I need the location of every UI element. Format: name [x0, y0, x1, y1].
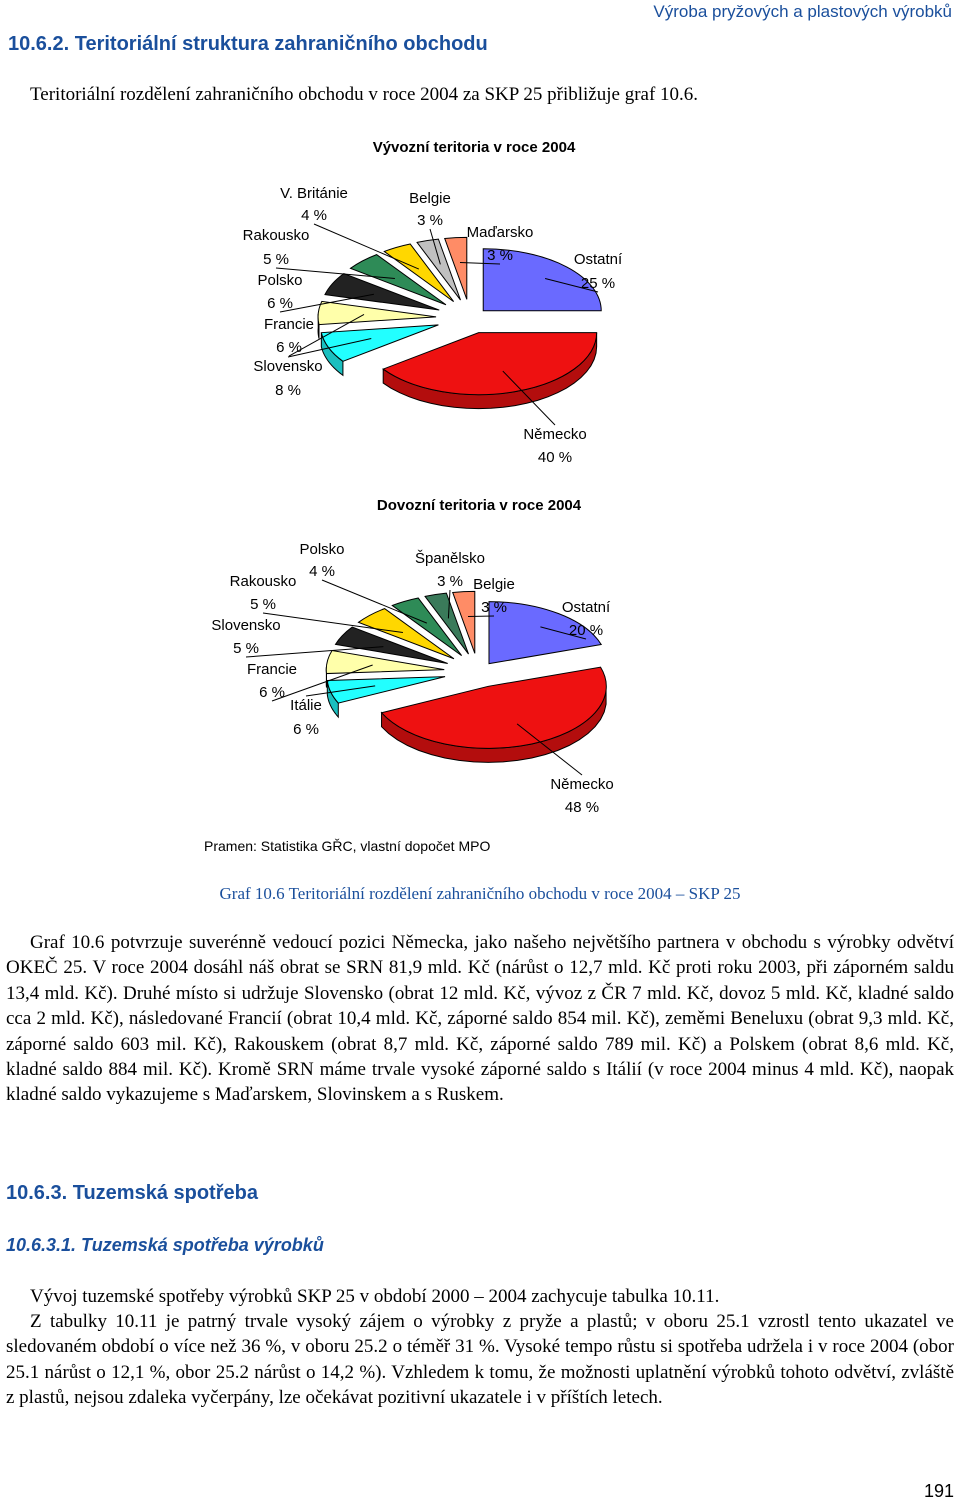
import-pie	[326, 591, 606, 762]
slice-value-madarsko: 3 %	[487, 247, 513, 264]
slice-label-belgie: Belgie	[473, 576, 515, 593]
slice-label-slovensko: Slovensko	[253, 358, 323, 375]
slice-label-madarsko: Maďarsko	[466, 224, 534, 241]
slice-label-ostatni: Ostatní	[573, 251, 623, 268]
slice-label-nemecko: Německo	[550, 776, 614, 793]
slice-value-nemecko: 40 %	[537, 449, 573, 466]
slice-value-nemecko: 48 %	[564, 799, 600, 816]
slice-value-slovensko: 8 %	[275, 382, 301, 399]
slice-label-francie: Francie	[246, 661, 298, 678]
slice-label-rakousko: Rakousko	[242, 227, 310, 244]
section-title: 10.6.2. Teritoriální struktura zahraničního obchodu	[8, 33, 488, 55]
running-title: Výroba pryžových a plastových výrobků	[653, 2, 952, 21]
slice-value-polsko: 6 %	[267, 295, 293, 312]
slice-value-polsko: 4 %	[309, 563, 335, 580]
slice-label-polsko: Polsko	[299, 541, 345, 558]
export-chart-title: Vývozní teritoria v roce 2004	[372, 139, 576, 156]
pie-slice-nemecko	[383, 333, 596, 409]
slice-value-francie: 6 %	[259, 684, 285, 701]
slice-label-spanelsko: Španělsko	[414, 550, 486, 567]
slice-label-belgie: Belgie	[409, 190, 451, 207]
slice-label-rakousko: Rakousko	[229, 573, 297, 590]
slice-value-spanelsko: 3 %	[437, 573, 463, 590]
slice-value-belgie: 3 %	[481, 599, 507, 616]
slice-label-nemecko: Německo	[523, 426, 587, 443]
slice-value-italie: 6 %	[293, 721, 319, 738]
page-number: 191	[923, 1481, 954, 1501]
slice-value-slovensko: 5 %	[233, 640, 259, 657]
slice-value-ostatni: 25 %	[580, 275, 616, 292]
chart-source: Pramen: Statistika GŘC, vlastní dopočet MPO	[204, 838, 491, 854]
slice-label-polsko: Polsko	[257, 272, 303, 289]
body-paragraph-2: Vývoj tuzemské spotřeby výrobků SKP 25 v období 2000 – 2004 zachycuje tabulka 10.11.	[30, 1286, 720, 1307]
slice-value-francie: 6 %	[276, 339, 302, 356]
slice-label-italie: Itálie	[290, 697, 322, 714]
export-pie	[318, 237, 601, 408]
subsubsection-heading: 10.6.3.1. Tuzemská spotřeba výrobků	[6, 1235, 324, 1255]
subsection-heading: 10.6.3. Tuzemská spotřeba	[6, 1182, 258, 1204]
slice-label-slovensko: Slovensko	[211, 617, 281, 634]
body-paragraph: Graf 10.6 potvrzuje suverénně vedoucí pozici Německa, jako našeho největšího partnera v obchodu s výrobky odvětví OKEČ 25. V roce 2004 dosáhl náš obrat se SRN 81,9 mld. Kč (nárůst o 12,7 mld. Kč proti roku 2003, při záporném saldu 13,4 mld. Kč). Druhé místo si udržuje Slovensko (obrat 12 mld. Kč, vývoz z ČR 7 mld. Kč, dovoz 5 mld. Kč, kladné saldo cca 2 mld. Kč), následované Francií (obrat 10,4 mld. Kč, záporné saldo 854 mil. Kč), zeměmi Beneluxu (obrat 9,3 mld. Kč, záporné saldo 603 mil. Kč), Rakouskem (obrat 8,7 mld. Kč, záporné saldo 789 mil. Kč) a Polskem (obrat 8,6 mld. Kč, kladné saldo 884 mil. Kč). Kromě SRN máme trvale vysoké záporné saldo s Itálií (v roce 2004 minus 4 mld. Kč), naopak kladné saldo vykazujeme s Maďarskem, Slovinskem a s Ruskem.	[6, 932, 954, 1106]
slice-value-rakousko: 5 %	[250, 596, 276, 613]
import-chart-title: Dovozní teritoria v roce 2004	[376, 497, 582, 514]
body-paragraph-3: Z tabulky 10.11 je patrný trvale vysoký zájem o výrobky z pryže a plastů; v oboru 25.1 vzrostl tento ukazatel ve sledovaném období o více než 36 %, v oboru 25.2 o téměř 31 %. Vysoké tempo růstu si spotřeba udržela i v roce 2004 (obor 25.1 nárůst o 12,1 %, obor 25.2 nárůst o 14,2 %). Vzhledem k tomu, že možnosti uplatnění výrobků tohoto odvětví, zvláště z plastů, nejsou zdaleka vyčerpány, lze očekávat pozitivní ukazatele i v příštích letech.	[6, 1311, 954, 1409]
slice-label-v-britanie: V. Británie	[280, 185, 348, 202]
slice-value-belgie: 3 %	[417, 212, 443, 229]
slice-value-ostatni: 20 %	[568, 622, 604, 639]
figure-caption: Graf 10.6 Teritoriální rozdělení zahraničního obchodu v roce 2004 – SKP 25	[219, 884, 741, 903]
intro-text: Teritoriální rozdělení zahraničního obchodu v roce 2004 za SKP 25 přibližuje graf 10.6.	[30, 84, 699, 105]
slice-value-v-britanie: 4 %	[301, 207, 327, 224]
slice-label-francie: Francie	[263, 316, 315, 333]
slice-label-ostatni: Ostatní	[561, 599, 611, 616]
slice-value-rakousko: 5 %	[263, 251, 289, 268]
